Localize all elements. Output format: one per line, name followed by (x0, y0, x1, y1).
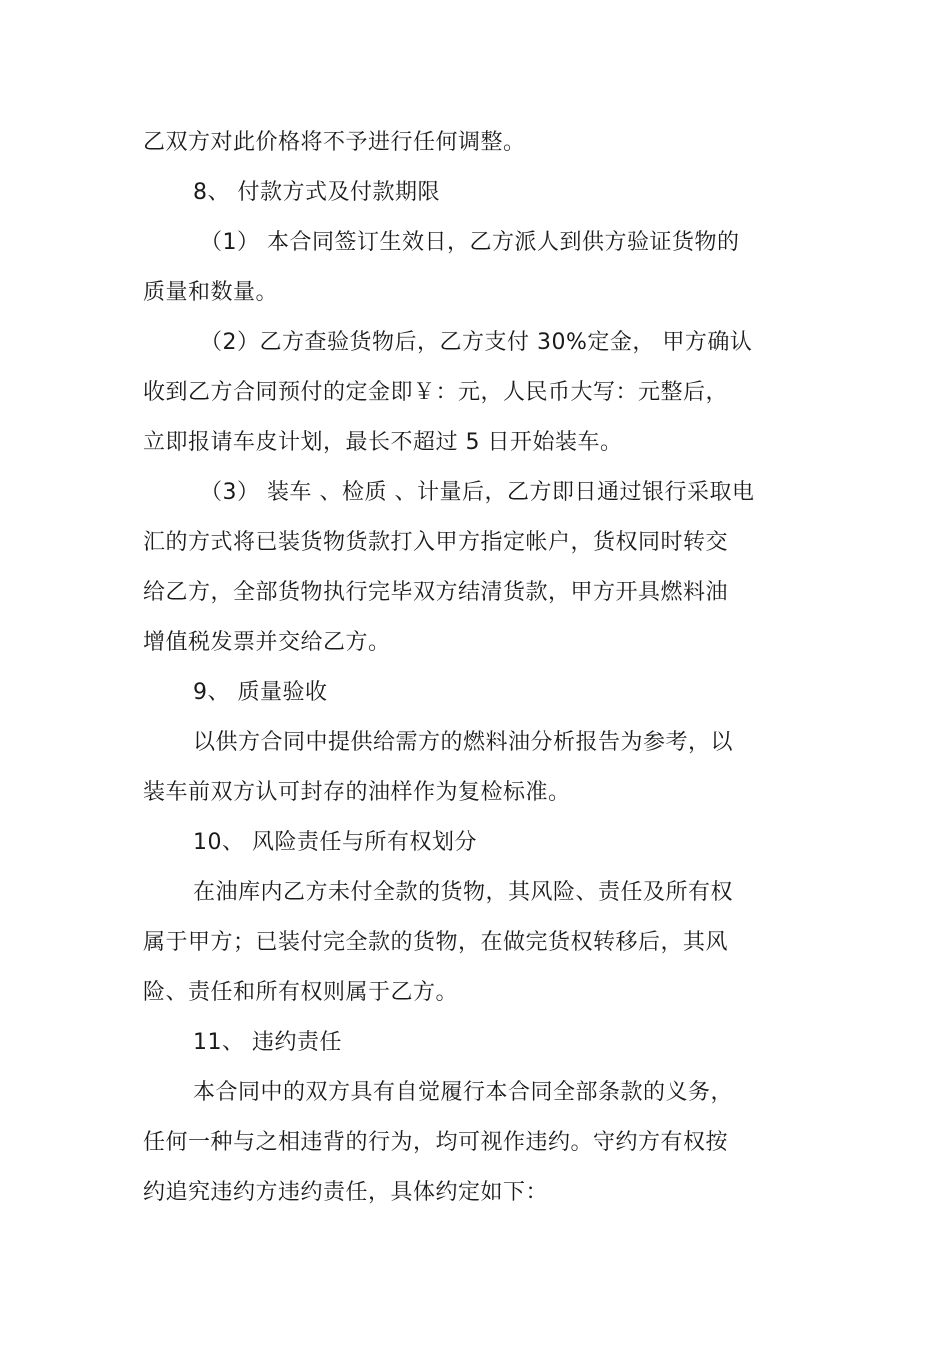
text-line: 给乙方，全部货物执行完毕双方结清货款，甲方开具燃料油 (143, 580, 729, 605)
text-line: 立即报请车皮计划，最长不超过 5 日开始装车。 (143, 430, 623, 455)
text-line: （2）乙方查验货物后，乙方支付 30%定金， 甲方确认 (200, 330, 753, 355)
text-line: 装车前双方认可封存的油样作为复检标准。 (143, 780, 571, 805)
text-line: 以供方合同中提供给需方的燃料油分析报告为参考，以 (193, 730, 734, 755)
text-line: （3） 装车 、检质 、计量后，乙方即日通过银行采取电 (200, 480, 755, 505)
text-line: 任何一种与之相违背的行为，均可视作违约。守约方有权按 (143, 1130, 729, 1155)
text-line: 增值税发票并交给乙方。 (143, 630, 391, 655)
text-line: 质量和数量。 (143, 280, 279, 305)
text-line: （1） 本合同签订生效日，乙方派人到供方验证货物的 (200, 230, 740, 255)
text-line: 本合同中的双方具有自觉履行本合同全部条款的义务， (193, 1080, 734, 1105)
section-heading: 8、 付款方式及付款期限 (193, 180, 440, 205)
text-line: 汇的方式将已装货物货款打入甲方指定帐户，货权同时转交 (143, 530, 729, 555)
section-heading: 10、 风险责任与所有权划分 (193, 830, 477, 855)
text-line: 险、责任和所有权则属于乙方。 (143, 980, 459, 1005)
text-line: 乙双方对此价格将不予进行任何调整。 (143, 130, 526, 155)
text-line: 约追究违约方违约责任，具体约定如下： (143, 1180, 549, 1205)
section-heading: 11、 违约责任 (193, 1030, 342, 1055)
section-heading: 9、 质量验收 (193, 680, 328, 705)
text-line: 收到乙方合同预付的定金即￥：元，人民币大写：元整后， (143, 380, 729, 405)
text-line: 属于甲方；已装付完全款的货物，在做完货权转移后，其风 (143, 930, 729, 955)
text-line: 在油库内乙方未付全款的货物，其风险、责任及所有权 (193, 880, 734, 905)
